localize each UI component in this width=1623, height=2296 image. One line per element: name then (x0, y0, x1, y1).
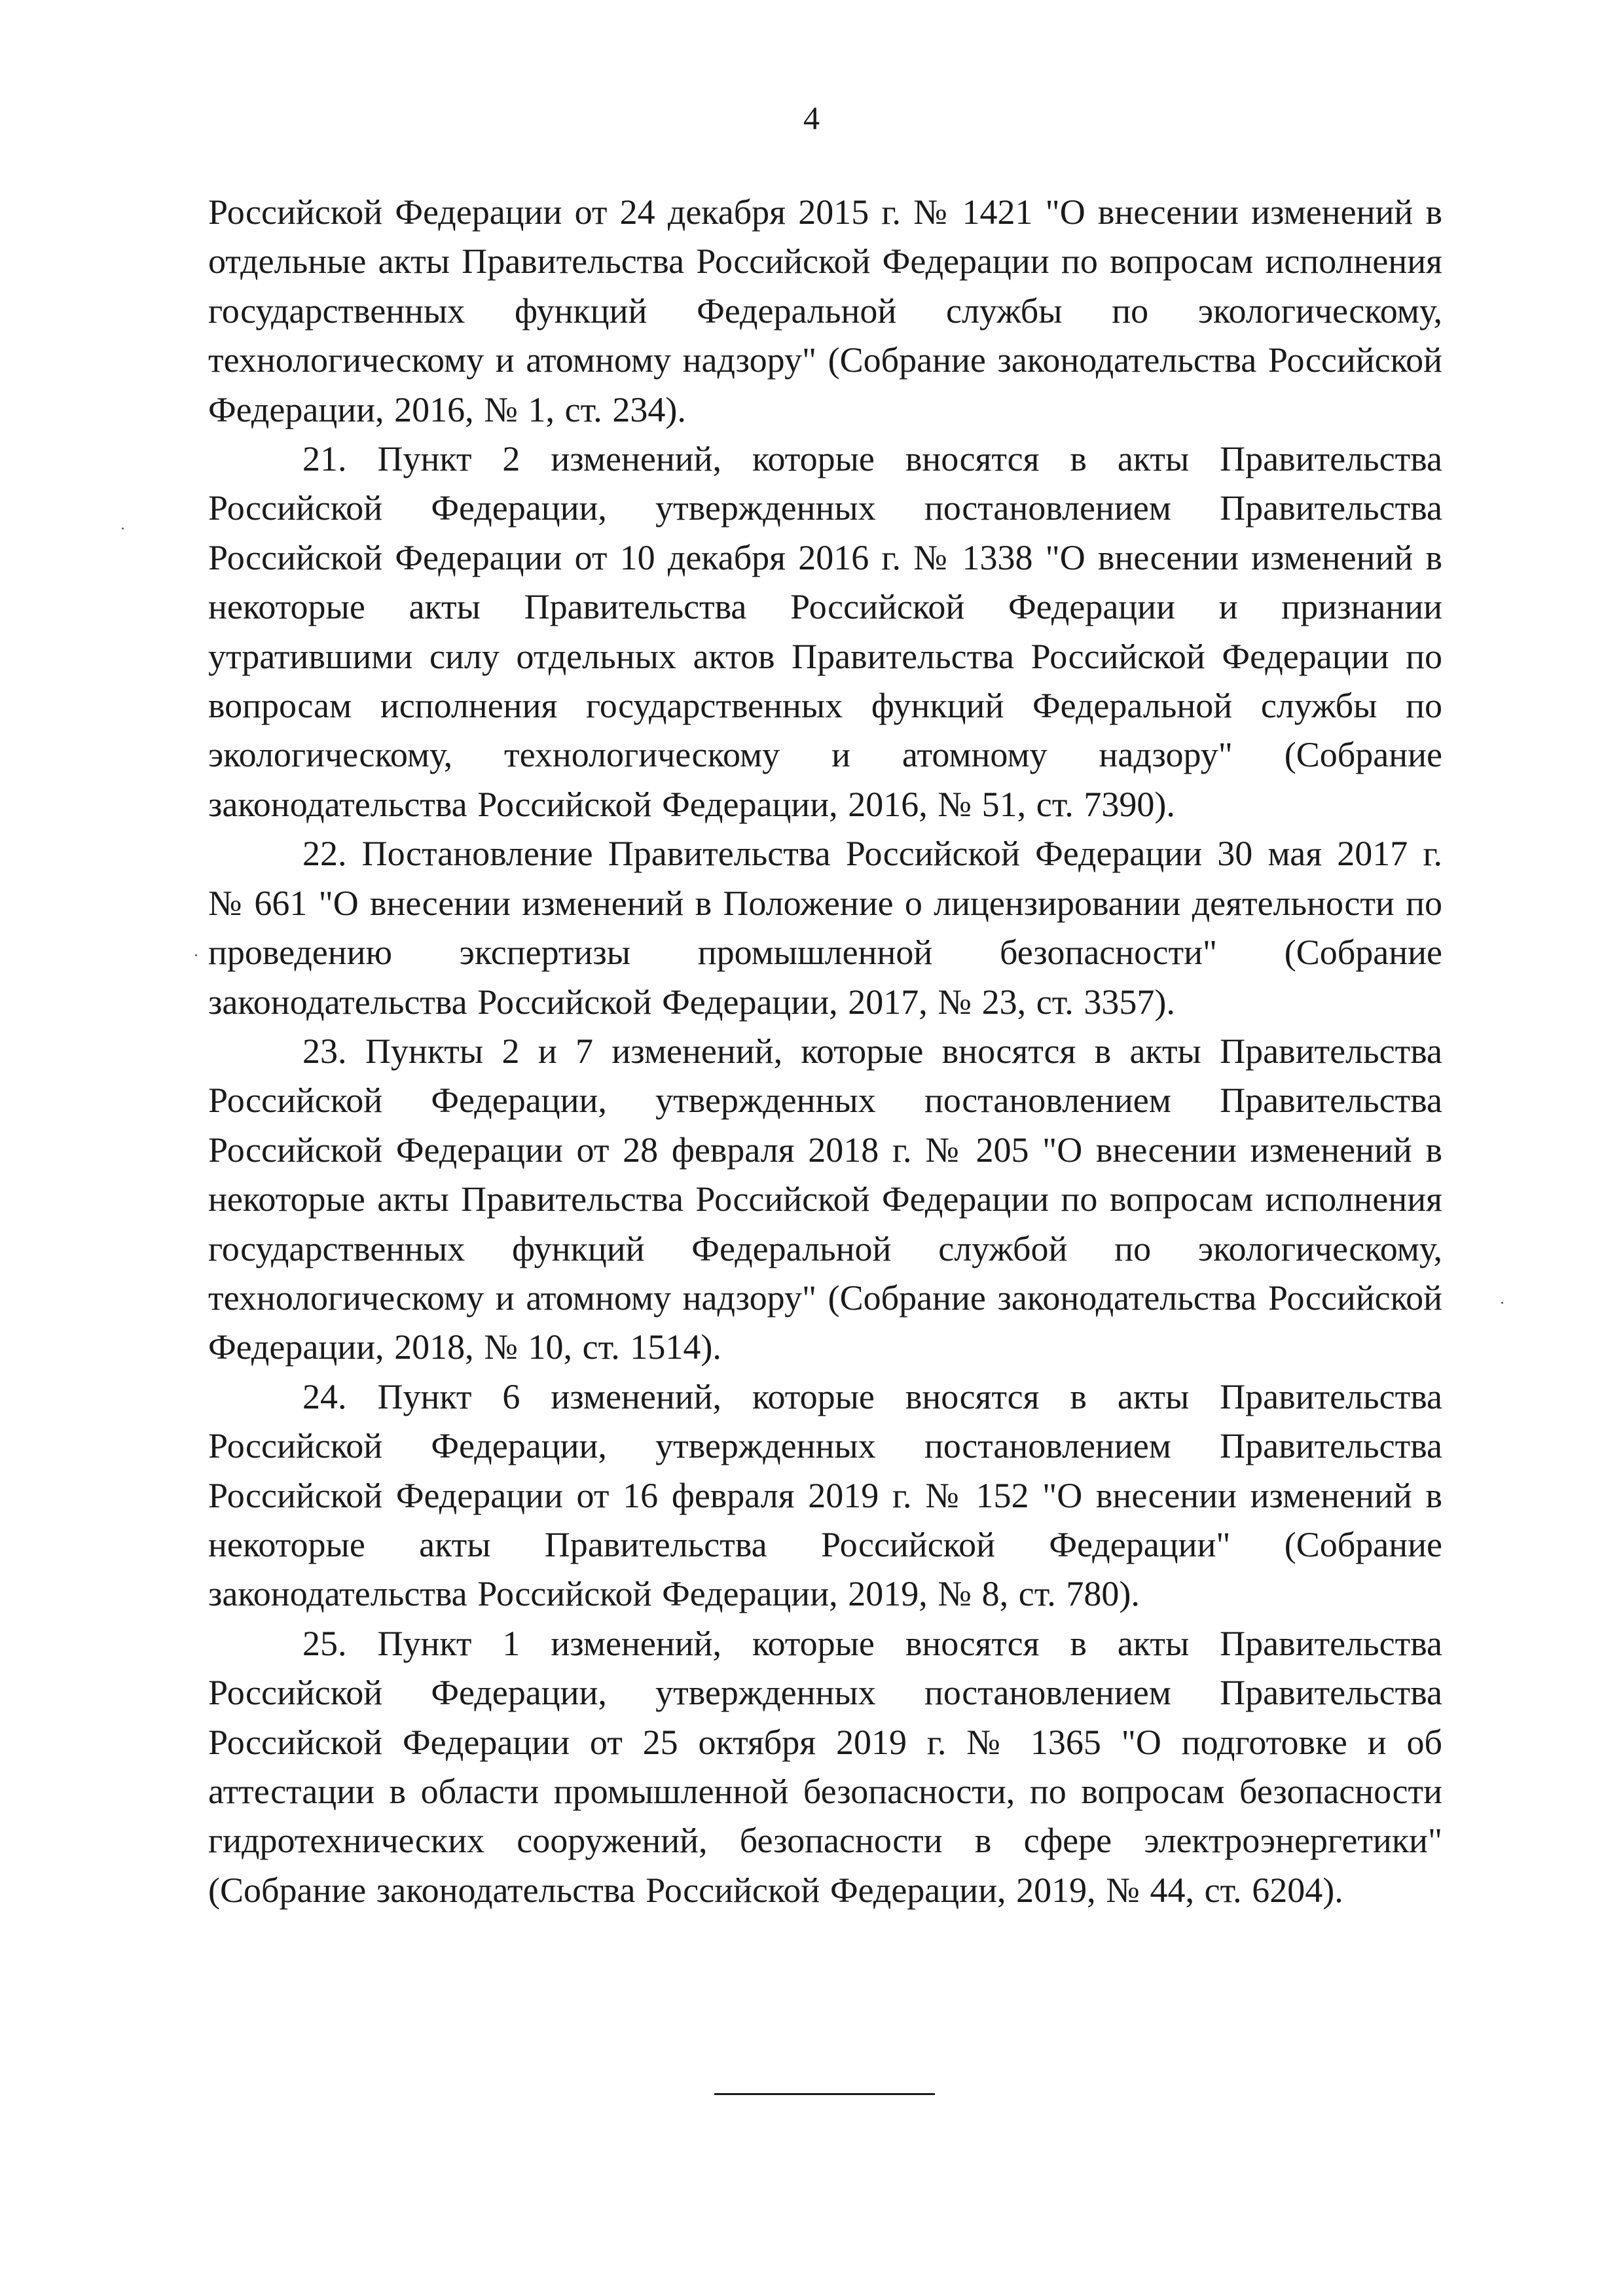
document-body (208, 188, 1442, 1915)
page-number: 4 (803, 99, 820, 136)
continued-paragraph: Российской Федерации от 24 декабря 2015 г. № 1421 "О внесении изменений в отдельные акты Правительства Российской Федерации по вопросам исполнения государственных функций Федеральной службы по экологическому, технологическому и атомному надзору" (Собрание законодательства Российской Федерации, 2016, № 1, ст. 234). (208, 192, 1442, 429)
end-of-document-line (714, 2093, 935, 2095)
scan-speck (122, 528, 124, 529)
scan-speck (1501, 1302, 1503, 1304)
list-item-22: 22. Постановление Правительства Российской Федерации 30 мая 2017 г. № 661 "О внесении изменений в Положение о лицензировании деятельности по проведению экспертизы промышленной безопасности" (Собрание законодательства Российской Федерации, 2017, № 23, ст. 3357). (208, 834, 1442, 1022)
list-item-21: 21. Пункт 2 изменений, которые вносятся в акты Правительства Российской Федерации, утвержденных постановлением Правительства Российской Федерации от 10 декабря 2016 г. № 1338 "О внесении изменений в некоторые акты Правительства Российской Федерации и признании утратившими силу отдельных актов Правительства Российской Федерации по вопросам исполнения государственных функций Федеральной службы по экологическому, технологическому и атомному надзору" (Собрание законодательства Российской Федерации, 2016, № 51, ст. 7390). (208, 439, 1442, 824)
list-item-23: 23. Пункты 2 и 7 изменений, которые вносятся в акты Правительства Российской Федерации, утвержденных постановлением Правительства Российской Федерации от 28 февраля 2018 г. № 205 "О внесении изменений в некоторые акты Правительства Российской Федерации по вопросам исполнения государственных функций Федеральной службой по экологическому, технологическому и атомному надзору" (Собрание законодательства Российской Федерации, 2018, № 10, ст. 1514). (208, 1031, 1442, 1367)
list-item-24: 24. Пункт 6 изменений, которые вносятся в акты Правительства Российской Федерации, утвержденных постановлением Правительства Российской Федерации от 16 февраля 2019 г. № 152 "О внесении изменений в некоторые акты Правительства Российской Федерации" (Собрание законодательства Российской Федерации, 2019, № 8, ст. 780). (208, 1376, 1442, 1614)
list-item-25: 25. Пункт 1 изменений, которые вносятся в акты Правительства Российской Федерации, утвержденных постановлением Правительства Российской Федерации от 25 октября 2019 г. № 1365 "О подготовке и об аттестации в области промышленной безопасности, по вопросам безопасности гидротехнических сооружений, безопасности в сфере электроэнергетики" (Собрание законодательства Российской Федерации, 2019, № 44, ст. 6204). (208, 1623, 1442, 1910)
scan-speck (195, 954, 197, 956)
